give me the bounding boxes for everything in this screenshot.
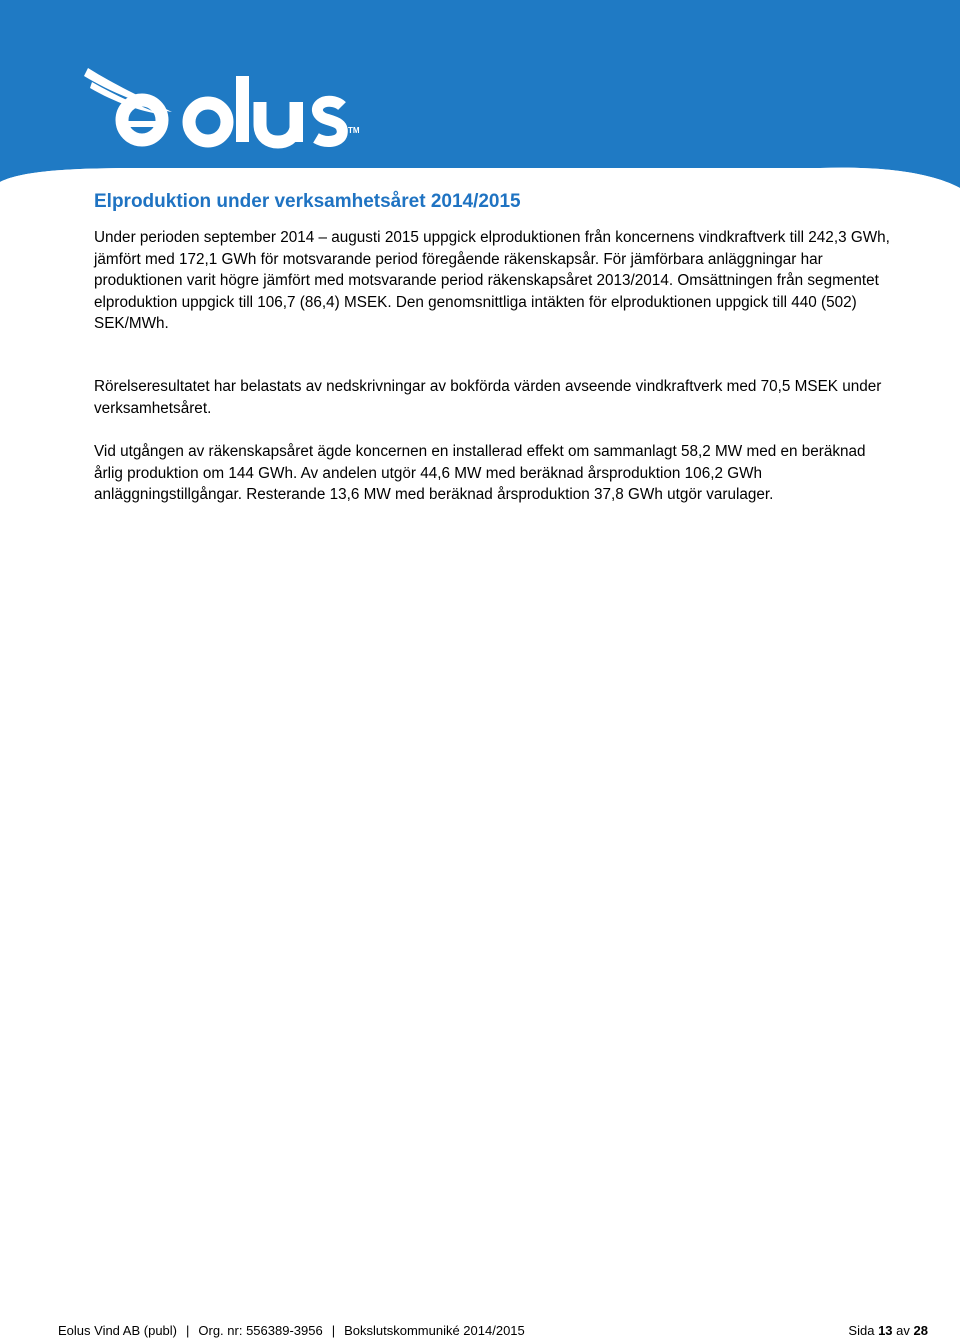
page-footer bbox=[58, 1323, 928, 1339]
paragraph-operating-result: Rörelseresultatet har belastats av nedskrivningar av bokförda värden avseende vindkraftverk med 70,5 MSEK under verksamhetsåret. bbox=[94, 378, 882, 417]
paragraph-installed-capacity: Vid utgången av räkenskapsåret ägde koncernen en installerad effekt om sammanlagt 58,2 MW med en beräknad årlig produktion om 144 GWh. Av andelen utgör 44,6 MW med beräknad årsproduktion 106,2 GWh anläggningstillgångar. Resterande 13,6 MW med beräknad årsproduktion 37,8 GWh utgör varulager. bbox=[94, 443, 866, 504]
page-current: 13 bbox=[878, 1323, 893, 1338]
page-total: 28 bbox=[913, 1323, 928, 1338]
paragraph-production: Under perioden september 2014 – augusti 2015 uppgick elproduktionen från koncernens vindkraftverk till 242,3 GWh, jämfört med 172,1 GWh för motsvarande period föregående räkenskapsår. För jämförbara anläggningar har produktionen varit högre jämfört med motsvarande period räkenskapsåret 2013/2014. Omsättningen från segmentet elproduktion uppgick till 106,7 (86,4) MSEK. Den genomsnittliga intäkten för elproduktionen uppgick till 440 (502) SEK/MWh. bbox=[94, 229, 890, 333]
page-title: Elproduktion under verksamhetsåret 2014/2015 bbox=[94, 191, 521, 212]
eolus-logo bbox=[80, 62, 380, 152]
footer-divider: | bbox=[331, 1323, 336, 1338]
footer-company: Eolus Vind AB (publ) bbox=[58, 1323, 177, 1338]
footer-report-name: Bokslutskommuniké 2014/2015 bbox=[344, 1323, 525, 1338]
footer-org-number: Org. nr: 556389-3956 bbox=[198, 1323, 323, 1338]
page-number bbox=[848, 1323, 928, 1339]
page-label: Sida bbox=[848, 1323, 875, 1338]
footer-divider: | bbox=[186, 1323, 190, 1338]
page-of-label: av bbox=[896, 1323, 910, 1338]
logo-trademark: TM bbox=[348, 126, 360, 135]
swoosh-icon bbox=[80, 62, 380, 152]
